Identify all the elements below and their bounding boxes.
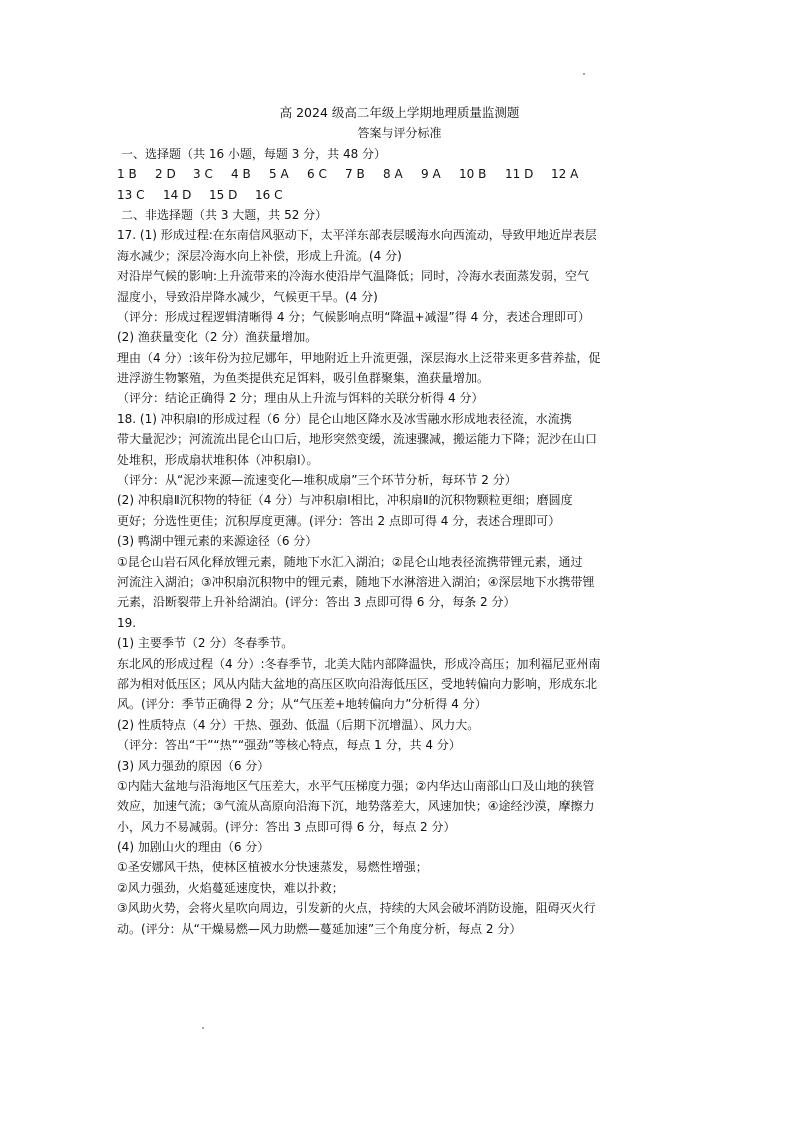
answer-item: 7 B (345, 167, 365, 182)
answer-text-line: 更好；分选性更佳；沉积厚度更薄。(评分：答出 2 点即可得 4 分，表述合理即可） (117, 513, 561, 528)
document-title: 高 2024 级高二年级上学期地理质量监测题 (279, 105, 520, 120)
answer-item: 6 C (307, 167, 327, 182)
answer-item: 5 A (269, 167, 289, 182)
answer-item: 3 C (193, 167, 213, 182)
answer-item: 11 D (505, 167, 534, 182)
answer-text-line: 元素，沿断裂带上升补给湖泊。(评分：答出 3 点即可得 6 分，每条 2 分） (117, 595, 516, 610)
answer-text-line: (4) 加剧山火的理由（6 分） (117, 840, 270, 855)
answer-text-line: ①昆仑山岩石风化释放锂元素，随地下水汇入湖泊；②昆仑山地表径流携带锂元素，通过 (117, 554, 583, 569)
section-heading-open: 二、非选择题（共 3 大题，共 52 分） (121, 207, 328, 222)
section-heading-choice: 一、选择题（共 16 小题，每题 3 分，共 48 分） (121, 146, 387, 161)
answer-item: 9 A (421, 167, 441, 182)
answer-text-line: （评分：结论正确得 2 分；理由从上升流与饵料的关联分析得 4 分） (117, 391, 484, 406)
answer-text-line: (3) 风力强劲的原因（6 分） (117, 758, 270, 773)
answer-text-line: 17. (1) 形成过程:在东南信风驱动下，太平洋东部表层暖海水向西流动，导致甲地近岸表层 (117, 228, 597, 243)
answer-text-line: （评分：形成过程逻辑清晰得 4 分；气候影响点明“降温+减湿”得 4 分，表述合理即可） (117, 309, 591, 324)
answer-text-line: 处堆积，形成扇状堆积体（冲积扇Ⅰ）。 (117, 452, 319, 467)
answer-text-line: 海水减少；深层冷海水向上补偿，形成上升流。(4 分) (117, 248, 402, 263)
answer-item: 4 B (231, 167, 251, 182)
answer-text-line: ①内陆大盆地与沿海地区气压差大，水平气压梯度力强；②内华达山南部山口及山地的狭管 (117, 778, 595, 793)
answer-row (117, 185, 682, 205)
answer-text-line: 东北风的形成过程（4 分）:冬春季节，北美大陆内部降温快，形成冷高压；加利福尼亚州南 (117, 656, 601, 671)
answer-text-line: ①圣安娜风干热，使林区植被水分快速蒸发，易燃性增强； (117, 860, 428, 875)
answer-text-line: 进浮游生物繁殖，为鱼类提供充足饵料，吸引鱼群聚集，渔获量增加。 (117, 371, 490, 386)
answer-item: 13 C (117, 187, 145, 202)
answer-text-line: 理由（4 分）:该年份为拉尼娜年，甲地附近上升流更强，深层海水上泛带来更多营养盐，促 (117, 350, 601, 365)
answer-text-line: 对沿岸气候的影响:上升流带来的冷海水使沿岸气温降低；同时，冷海水表面蒸发弱，空气 (117, 269, 590, 284)
answer-row (117, 164, 682, 184)
answer-text-line: （评分：从“泥沙来源—流速变化—堆积成扇”三个环节分析，每环节 2 分） (117, 473, 517, 488)
answer-text-line: 小，风力不易减弱。(评分：答出 3 点即可得 6 分，每点 2 分） (117, 819, 456, 834)
answer-key-body (117, 103, 682, 939)
answer-text-line: 湿度小，导致沿岸降水减少，气候更干旱。(4 分) (117, 289, 378, 304)
answer-item: 1 B (117, 167, 137, 182)
answer-text-line: (1) 主要季节（2 分）冬春季节。 (117, 636, 294, 651)
answer-item: 16 C (255, 187, 283, 202)
answer-item: 2 D (155, 167, 176, 182)
answer-text-line: (3) 鸭湖中锂元素的来源途径（6 分） (117, 534, 318, 549)
answer-item: 12 A (551, 167, 579, 182)
answer-text-line: 18. (1) 冲积扇Ⅰ的形成过程（6 分）昆仑山地区降水及冰雪融水形成地表径流，水流携 (117, 411, 572, 426)
speck-mark (202, 1027, 204, 1029)
answer-item: 8 A (383, 167, 403, 182)
answer-text-line: 风。(评分：季节正确得 2 分；从“气压差+地转偏向力”分析得 4 分） (117, 697, 487, 712)
answer-text-line: 动。(评分：从“干燥易燃—风力助燃—蔓延加速”三个角度分析，每点 2 分） (117, 921, 522, 936)
answer-text-line: ②风力强劲，火焰蔓延速度快，难以扑救； (117, 880, 344, 895)
answer-text-line: 河流注入湖泊；③冲积扇沉积物中的锂元素，随地下水淋溶进入湖泊；④深层地下水携带锂 (117, 574, 595, 589)
answer-text-line: (2) 渔获量变化（2 分）渔获量增加。 (117, 330, 318, 345)
document-subtitle: 答案与评分标准 (357, 126, 442, 141)
answer-text-line: (2) 性质特点（4 分）干热、强劲、低温（后期下沉增温）、风力大。 (117, 717, 480, 732)
answer-text-line: 带大量泥沙；河流流出昆仑山口后，地形突然变缓，流速骤减，搬运能力下降；泥沙在山口 (117, 432, 598, 447)
answer-item: 10 B (459, 167, 487, 182)
answer-text-line: ③风助火势，会将火星吹向周边，引发新的火点，持续的大风会破坏消防设施，阻碍灭火行 (117, 901, 596, 916)
speck-mark (583, 73, 585, 75)
answer-text-line: （评分：答出“干”“热”“强劲”等核心特点，每点 1 分，共 4 分） (117, 738, 461, 753)
answer-text-line: 效应，加速气流；③气流从高原向沿海下沉，地势落差大，风速加快；④途经沙漠，摩擦力 (117, 799, 595, 814)
answer-text-line: 19. (117, 615, 137, 630)
answer-lines (117, 225, 682, 939)
answer-item: 14 D (163, 187, 192, 202)
answer-item: 15 D (209, 187, 238, 202)
answer-text-line: 部为相对低压区；风从内陆大盆地的高压区吹向沿海低压区，受地转偏向力影响，形成东北 (117, 676, 598, 691)
answer-text-line: (2) 冲积扇Ⅱ沉积物的特征（4 分）与冲积扇Ⅰ相比，冲积扇Ⅱ的沉积物颗粒更细；磨圆度 (117, 493, 573, 508)
